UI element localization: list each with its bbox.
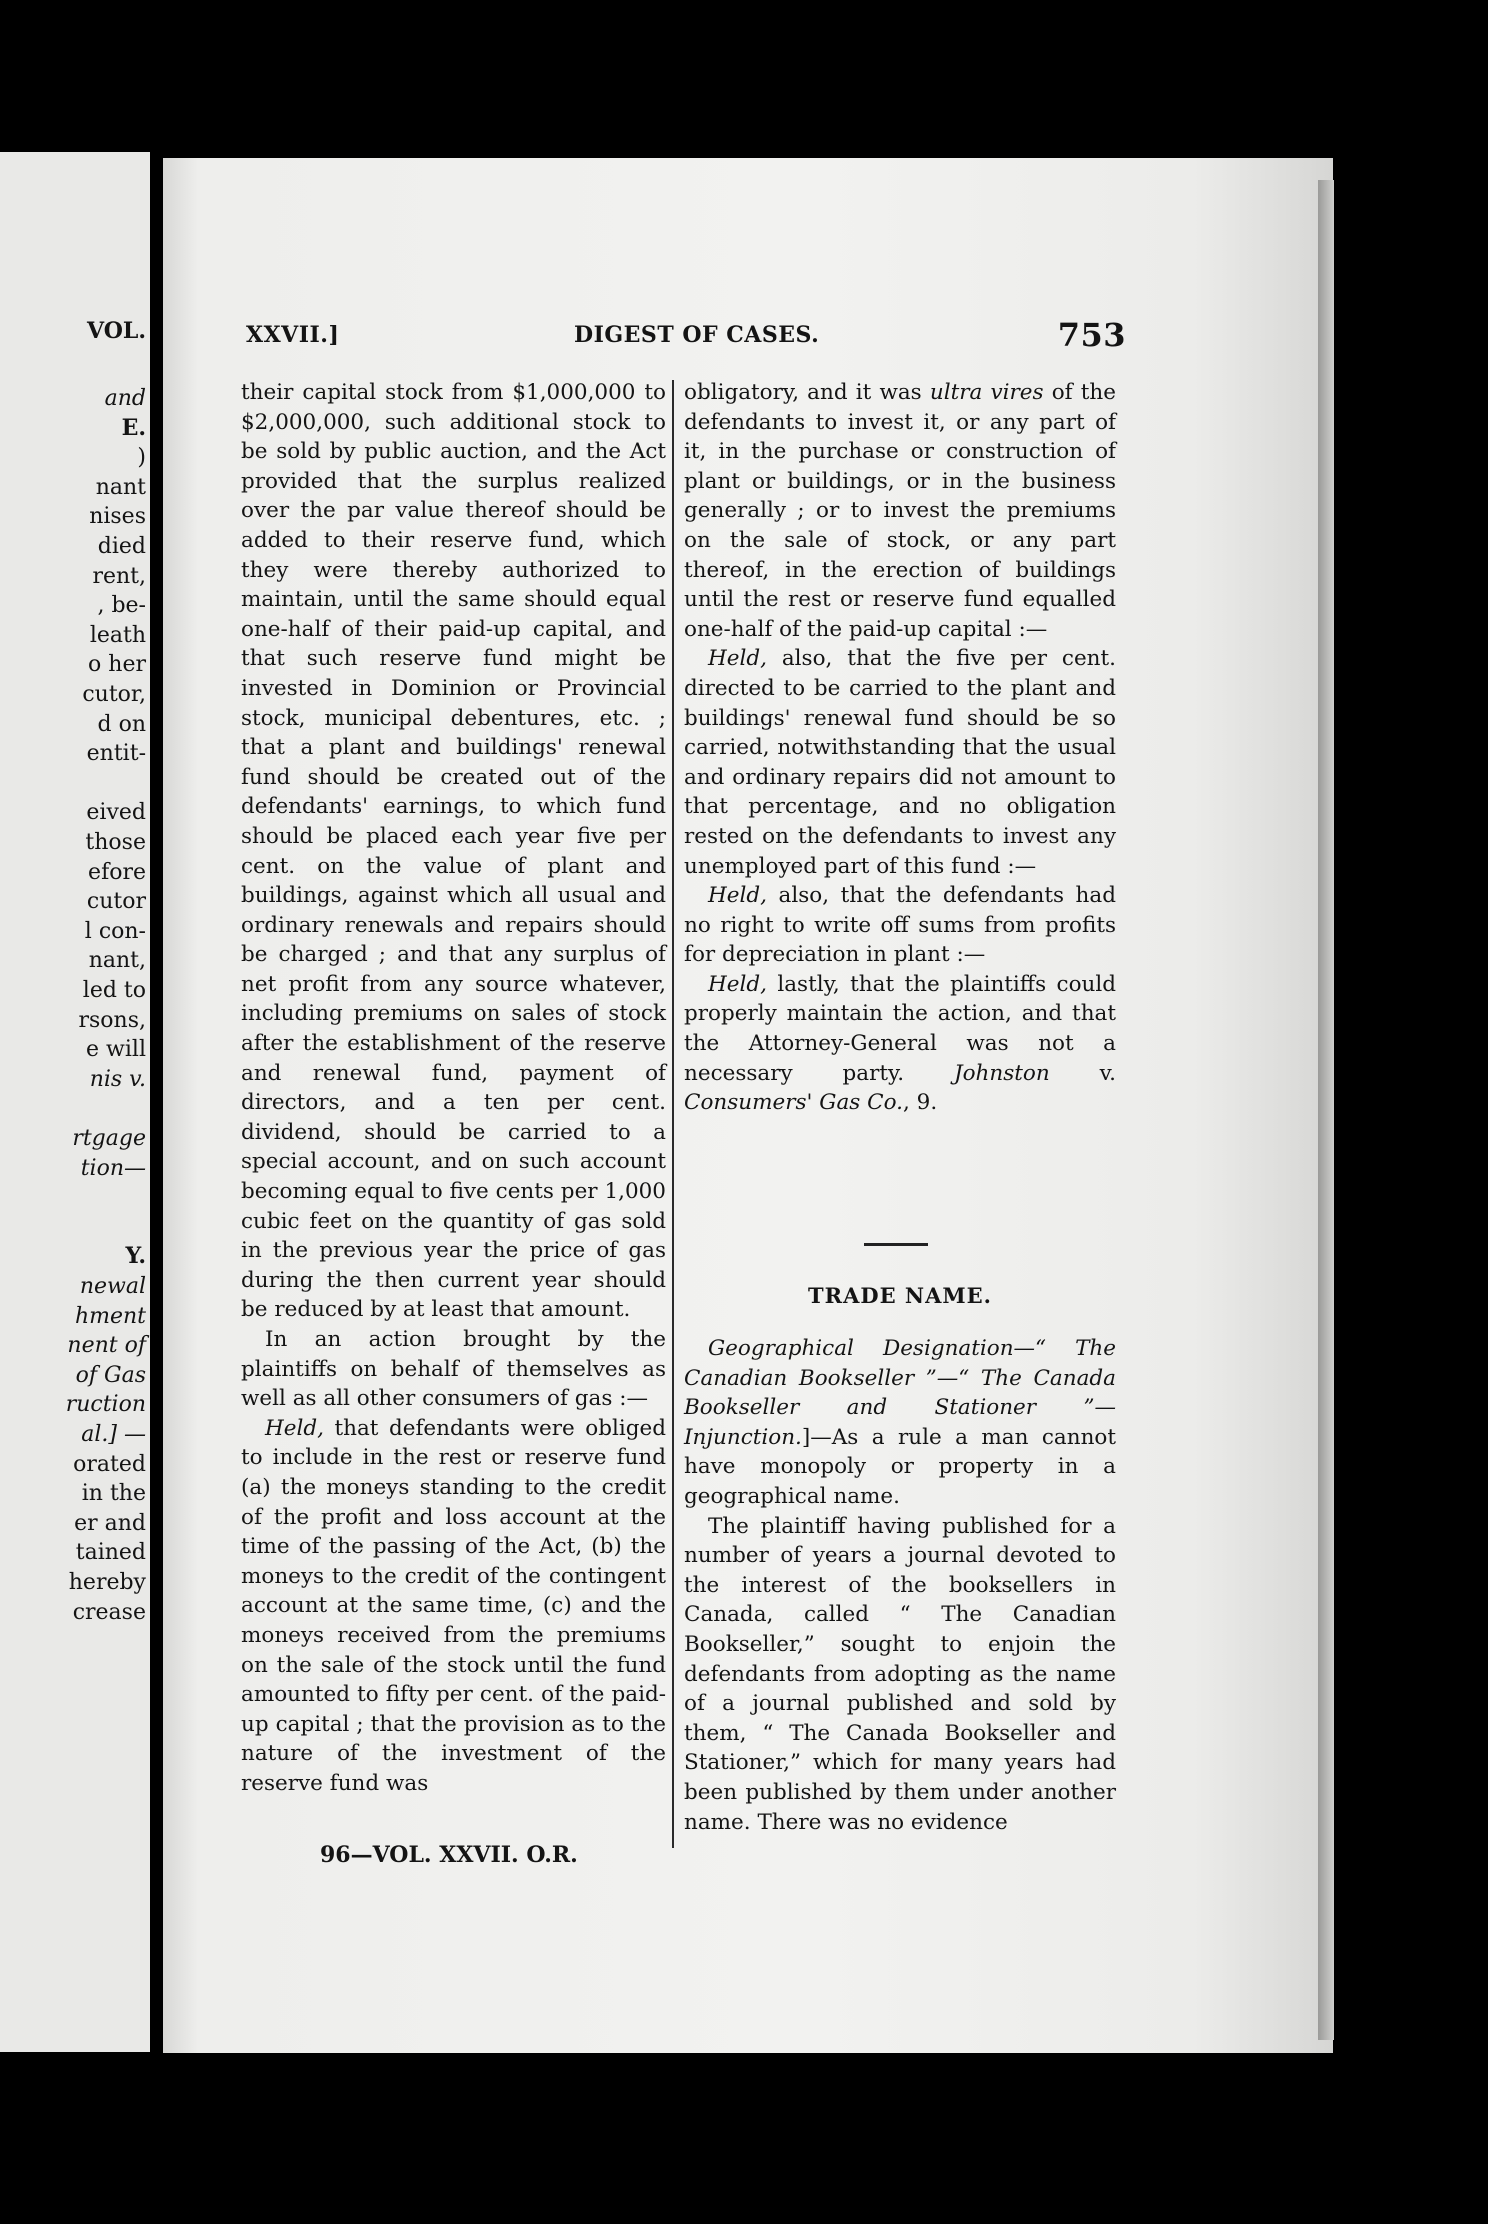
paragraph-held-renewal bbox=[684, 644, 1116, 881]
adjacent-page-line: nises bbox=[89, 504, 146, 530]
paragraph-held-depreciation bbox=[684, 881, 1116, 970]
paragraph-facts: The plaintiff having published for a number of years a journal devoted to the interest of the booksellers in Canada, called “ The Canadian Bookseller,” sought to enjoin the defendants from adopting as the name of a journal published and sold by them, “ The Canada Bookseller and Stationer,” which for many years had been published by them under another name. There was no evidence bbox=[684, 1513, 1116, 1835]
paragraph-action: In an action brought by the plaintiffs on behalf of themselves as well as all other consumers of gas :— bbox=[241, 1327, 666, 1412]
adjacent-page-line: , be- bbox=[97, 593, 146, 619]
held-text: also, that the defendants had no right to write off sums from profits for depreciation in plant :— bbox=[684, 883, 1116, 968]
adjacent-page-line: ) bbox=[137, 445, 146, 471]
headnote-catchwords: Geographical Designation—“ The Canadian Bookseller ”—“ The Canada Bookseller and Stationer ”—Injunction. bbox=[684, 1336, 1116, 1450]
text-run: obligatory, and it was bbox=[684, 380, 930, 405]
adjacent-page-line: cutor, bbox=[82, 682, 146, 707]
adjacent-page-line: o her bbox=[88, 652, 146, 678]
paragraph-headnote bbox=[684, 1334, 1116, 1512]
adjacent-page-line: newal bbox=[79, 1274, 146, 1299]
adjacent-page-line: of Gas bbox=[75, 1362, 146, 1388]
adjacent-page-line: cutor bbox=[86, 889, 146, 915]
adjacent-page-line: orated bbox=[73, 1451, 146, 1477]
paragraph-held-reserve bbox=[241, 1414, 666, 1799]
adjacent-page-line: Y. bbox=[125, 1243, 146, 1270]
case-versus: v. bbox=[1049, 1060, 1117, 1086]
adjacent-page-line: rent, bbox=[92, 563, 146, 589]
adjacent-page-line: crease bbox=[72, 1599, 146, 1625]
ultra-vires-term: ultra vires bbox=[929, 380, 1044, 405]
adjacent-page-fragment bbox=[0, 152, 150, 2052]
adjacent-page-line: hereby bbox=[68, 1570, 146, 1595]
held-label: Held, bbox=[708, 883, 767, 909]
case-name: Johnston bbox=[953, 1060, 1050, 1086]
adjacent-page-head: VOL. bbox=[87, 318, 146, 344]
page-number: 753 bbox=[1057, 316, 1126, 354]
adjacent-page-line: nant, bbox=[88, 948, 146, 974]
adjacent-page-line: those bbox=[85, 830, 146, 855]
adjacent-page-line: ruction bbox=[65, 1392, 146, 1418]
adjacent-page-line: al.] — bbox=[81, 1422, 146, 1447]
volume-label: XXVII.] bbox=[246, 322, 340, 348]
adjacent-page-line: entit- bbox=[86, 741, 146, 767]
left-column bbox=[241, 378, 666, 1799]
adjacent-page-line: d on bbox=[97, 711, 146, 737]
section-heading: TRADE NAME. bbox=[808, 1283, 992, 1308]
held-text: lastly, that the plaintiffs could properly maintain the action, and that the Attorney-General was not a necessary party. bbox=[684, 971, 1116, 1086]
text-run: of the defendants to invest it, or any part of it, in the purchase or construction of plant or buildings, or in the business generally ; or to invest the premiums on the sale of stock, or any part thereof, in the erection of buildings until the rest or reserve fund equalled one-half of the paid-up capital :— bbox=[684, 380, 1116, 642]
held-text: also, that the five per cent. directed to be carried to the plant and buildings' renewal fund should be so carried, notwithstanding that the usual and ordinary repairs did not amount to that percentage, and no obligation rested on the defendants to invest any unemployed part of this fund :— bbox=[684, 646, 1116, 879]
adjacent-page-line: rsons, bbox=[78, 1007, 146, 1033]
held-label: Held, bbox=[708, 971, 767, 997]
column-divider bbox=[672, 380, 674, 1848]
case-party: Consumers' Gas Co. bbox=[684, 1090, 903, 1116]
adjacent-page-line: leath bbox=[89, 622, 146, 648]
running-head bbox=[246, 316, 1126, 362]
right-column-trade-name bbox=[684, 1334, 1116, 1837]
adjacent-page-line: hment bbox=[74, 1303, 146, 1329]
case-citation: , 9. bbox=[903, 1090, 938, 1116]
adjacent-page-line: tained bbox=[75, 1540, 146, 1566]
section-separator bbox=[864, 1243, 928, 1246]
adjacent-page-line: E. bbox=[121, 414, 146, 441]
page-title: DIGEST OF CASES. bbox=[574, 322, 820, 348]
adjacent-page-line: tion— bbox=[80, 1155, 146, 1181]
adjacent-page-line: l con- bbox=[84, 918, 146, 944]
headnote-text: ]—As a rule a man cannot have monopoly or property in a geographical name. bbox=[684, 1424, 1116, 1509]
adjacent-page-line: nant bbox=[95, 474, 146, 500]
page-edge bbox=[1318, 180, 1334, 2040]
adjacent-page-line: eived bbox=[86, 800, 146, 826]
held-text: that defendants were obliged to include in the rest or reserve fund (a) the moneys standing to the credit of the profit and loss account at the time of the passing of the Act, (b) the moneys to the credit of the contingent account at the same time, (c) and the moneys received from the premiums on the sale of the stock until the fund amounted to fifty per cent. of the paid-up capital ; that the provision as to the nature of the investment of the reserve fund was bbox=[241, 1415, 666, 1796]
adjacent-page-line: led to bbox=[82, 978, 146, 1003]
adjacent-page-line: and bbox=[104, 386, 146, 411]
adjacent-page-line: nis v. bbox=[89, 1066, 146, 1092]
adjacent-page-line: in the bbox=[81, 1481, 146, 1507]
right-column bbox=[684, 378, 1116, 1118]
signature-mark: 96—VOL. XXVII. O.R. bbox=[320, 1842, 578, 1868]
held-label: Held, bbox=[265, 1415, 324, 1441]
adjacent-page-line: efore bbox=[88, 859, 146, 885]
paragraph-held-lastly bbox=[684, 970, 1116, 1118]
held-label: Held, bbox=[708, 646, 767, 672]
adjacent-page-line: e will bbox=[86, 1037, 146, 1063]
paragraph-ultra-vires bbox=[684, 378, 1116, 644]
adjacent-page-line: rtgage bbox=[72, 1126, 146, 1151]
adjacent-page-line: nent of bbox=[67, 1333, 146, 1359]
adjacent-page-line: died bbox=[97, 534, 146, 559]
paragraph-act-provisions: their capital stock from $1,000,000 to $2,000,000, such additional stock to be sold by public auction, and the Act provided that the surplus realized over the par value thereof should be added to their reserve fund, which they were thereby authorized to maintain, until the same should equal one-half of their paid-up capital, and that such reserve fund might be invested in Dominion or Provincial stock, municipal debentures, etc. ; that a plant and buildings' renewal fund should be created out of the defendants' earnings, to which fund should be placed each year five per cent. on the value of plant and buildings, against which all usual and ordinary renewals and repairs should be charged ; and that any surplus of net profit from any source whatever, including premiums on sales of stock after the establishment of the reserve and renewal fund, payment of directors, and a ten per cent. dividend, should be carried to a special account, and on such account becoming equal to five cents per 1,000 cubic feet on the quantity of gas sold in the previous year the price of gas during the then current year should be reduced by at least that amount. bbox=[241, 380, 666, 1323]
adjacent-page-line: er and bbox=[74, 1510, 146, 1536]
